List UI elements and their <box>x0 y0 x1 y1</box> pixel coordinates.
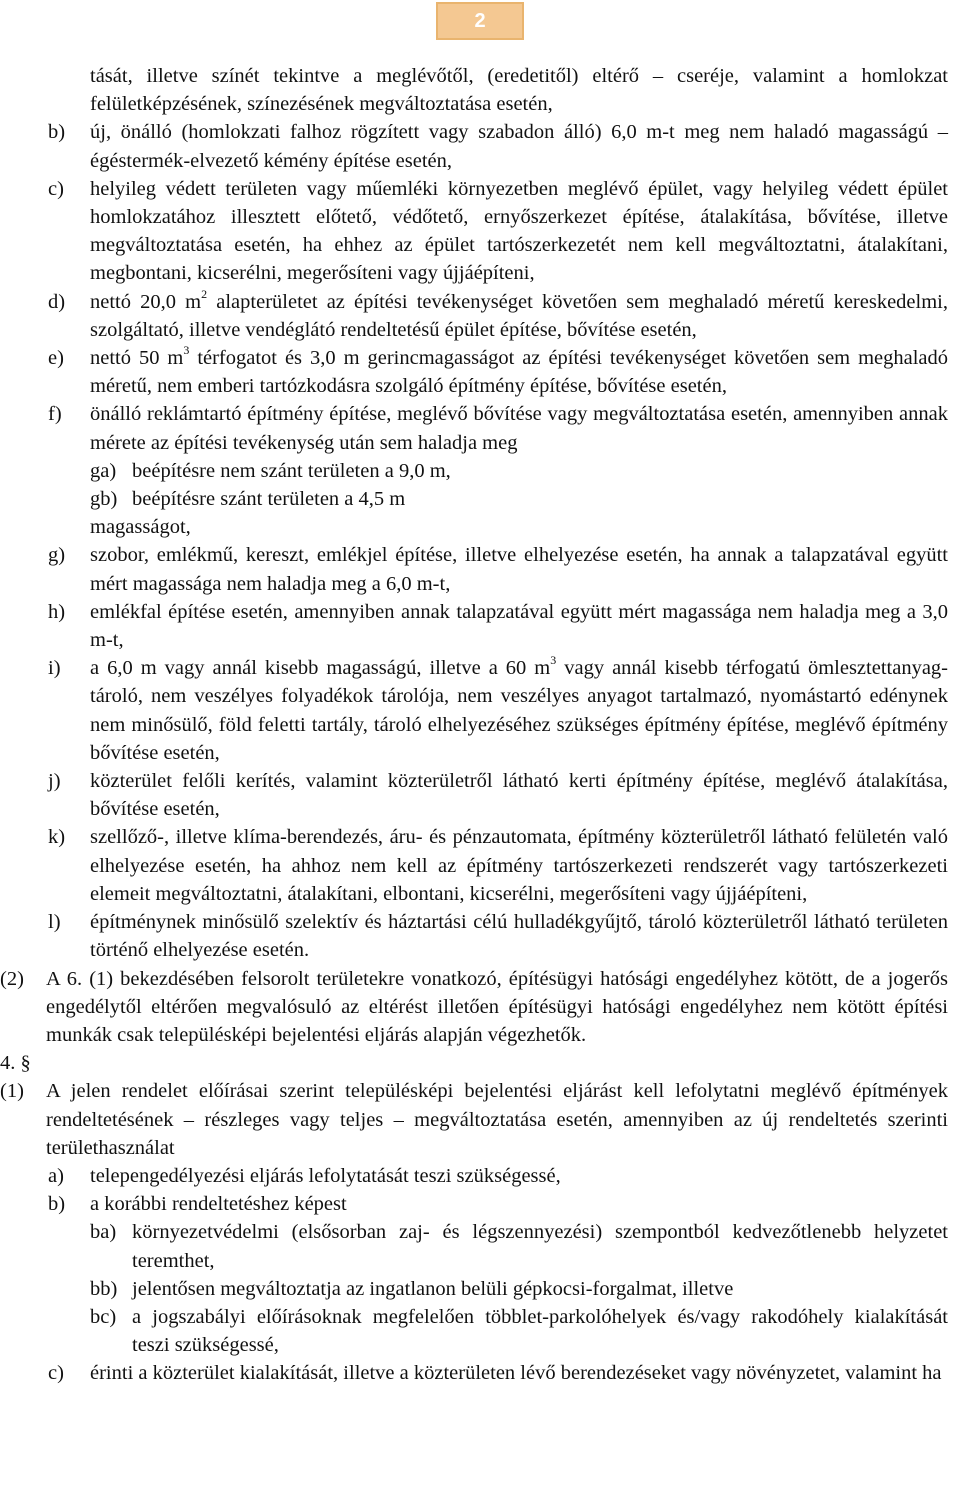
list-item <box>48 598 948 654</box>
list-item <box>90 1218 948 1274</box>
item-text: jelentősen megváltoztatja az ingatlanon belüli gépkocsi-forgalmat, illetve <box>132 1277 734 1300</box>
item-label: a) <box>48 1164 64 1187</box>
item-text-cont: alapterületet az építési tevékenységet követően sem meghaladó méretű kereskedelmi, szolgáltató, illetve vendéglátó rendeltetésű épület építése, bővítése esetén, <box>90 290 948 341</box>
item-text: A jelen rendelet előírásai szerint településképi bejelentési eljárást kell lefolytatni meglévő építmények rendeltetésének – részleges vagy teljes – megváltoztatása esetén, amennyiben az új rendeltetés szerinti területhasználat <box>46 1080 948 1159</box>
item-label: c) <box>48 1362 64 1385</box>
item-text: szellőző-, illetve klíma-berendezés, áru- és pénzautomata, építmény közterületről látható felületén való elhelyezése esetén, ha ahhoz nem kell az építmény tartószerkezeti rendszerét vagy tartószerkezeti elemeit megváltoztatni, átalakítani, elbontani, kicserélni, megerősíteni vagy újjáépíteni, <box>90 826 948 905</box>
item-label: ga) <box>90 459 117 482</box>
item-text: önálló reklámtartó építmény építése, meglévő bővítése vagy megváltoztatása esetén, amennyiben annak mérete az építési tevékenység után sem haladja meg <box>90 403 948 454</box>
item-label: i) <box>48 657 61 680</box>
paragraph <box>90 513 948 541</box>
item-label: d) <box>48 290 66 313</box>
item-text: tását, illetve színét tekintve a meglévőtől, (eredetitől) eltérő – cseréje, valamint a homlokzat felületképzésének, színezésének megváltoztatása esetén, <box>90 65 948 116</box>
list-item <box>48 653 948 767</box>
item-label: b) <box>48 121 66 144</box>
list-item <box>90 1275 948 1303</box>
list-item <box>48 175 948 288</box>
item-text: környezetvédelmi (elsősorban zaj- és légszennyezési) szempontból kedvezőtlenebb helyzetet teremthet, <box>132 1221 948 1272</box>
list-item <box>0 1077 948 1162</box>
item-label: bb) <box>90 1277 118 1300</box>
list-item <box>90 1303 948 1359</box>
item-text: közterület felőli kerítés, valamint közterületről látható kerti építmény építése, meglévő átalakítása, bővítése esetén, <box>90 770 948 821</box>
list-item <box>48 1190 948 1218</box>
item-label: (2) <box>0 967 24 990</box>
superscript: 3 <box>550 653 557 668</box>
item-label: ba) <box>90 1221 117 1244</box>
item-label: f) <box>48 403 62 426</box>
item-label: bc) <box>90 1305 117 1328</box>
item-text: magasságot, <box>90 516 191 539</box>
item-label: k) <box>48 826 66 849</box>
item-label: h) <box>48 600 66 623</box>
list-item <box>48 1359 948 1387</box>
item-label: (1) <box>0 1080 24 1103</box>
item-text: beépítésre szánt területen a 4,5 m <box>132 488 406 511</box>
item-text: helyileg védett területen vagy műemléki környezetben meglévő épület, vagy helyileg védett épület homlokzatához illesztett előtető, védőtető, ernyőszerkezet építése, átalakítása, bővítése, illetve megváltoztatása esetén, ha ehhez az épület tartószerkezetét nem kell megváltoztatni, átalakítani, megbontani, kicserélni, megerősíteni vagy újjáépíteni, <box>90 177 948 285</box>
item-text-cont: vagy annál kisebb térfogatú ömlesztettanyag-tároló, nem veszélyes folyadékok tárolója, nem veszélyes anyagot tartalmazó, nyomástartó edénynek nem minősülő, föld feletti tartály, tároló elhelyezéséhez szükséges építmény építése, meglévő építmény bővítése esetén, <box>90 657 948 764</box>
item-text: nettó 20,0 m <box>90 290 202 313</box>
item-text: szobor, emlékmű, kereszt, emlékjel építése, illetve elhelyezése esetén, ha annak a talapzatával együtt mért magassága nem haladja meg a 6,0 m-t, <box>90 544 948 595</box>
paragraph <box>90 62 948 118</box>
item-text: telepengedélyezési eljárás lefolytatását teszi szükségessé, <box>90 1164 561 1187</box>
section-heading <box>0 1049 960 1077</box>
superscript: 2 <box>201 286 208 301</box>
list-item <box>48 767 948 823</box>
item-text: nettó 50 m <box>90 347 184 370</box>
list-item <box>0 965 948 1050</box>
list-item <box>48 1162 948 1190</box>
item-text: 4. § <box>0 1052 31 1075</box>
item-text: új, önálló (homlokzati falhoz rögzített vagy szabadon álló) 6,0 m-t meg nem haladó magasságú – égéstermék-elvezető kémény építése esetén, <box>90 121 948 172</box>
item-label: e) <box>48 347 64 370</box>
item-text: a jogszabályi előírásoknak megfelelően többlet-parkolóhelyek és/vagy rakodóhely kialakítását teszi szükségessé, <box>132 1305 948 1357</box>
item-text: A 6. (1) bekezdésében felsorolt területekre vonatkozó, építésügyi hatósági engedélyhez kötött, de a jogerős engedélytől eltérően megvalósuló az eltérést illetően építésügyi hatósági engedélyhez nem kötött építési munkák csak településképi bejelentési eljárás alapján végezhetők. <box>46 967 948 1046</box>
item-label: j) <box>48 770 61 793</box>
list-item <box>90 485 948 513</box>
item-label: gb) <box>90 488 118 511</box>
item-label: c) <box>48 177 64 200</box>
list-item <box>48 541 948 597</box>
item-text: beépítésre nem szánt területen a 9,0 m, <box>132 459 451 482</box>
item-text: a korábbi rendeltetéshez képest <box>90 1193 347 1216</box>
list-item <box>90 457 948 485</box>
item-text: emlékfal építése esetén, amennyiben annak talapzatával együtt mért magassága nem haladja meg a 3,0 m-t, <box>90 600 948 652</box>
item-label: l) <box>48 911 61 934</box>
list-item <box>48 343 949 400</box>
item-text: érinti a közterület kialakítását, illetve a közterületen lévő berendezéseket vagy növényzetet, valamint ha <box>90 1362 942 1385</box>
item-text: építménynek minősülő szelektív és háztartási célú hulladékgyűjtő, tároló közterületről látható területen történő elhelyezése esetén. <box>90 911 948 962</box>
item-text: a 6,0 m vagy annál kisebb magasságú, illetve a 60 m <box>90 657 551 680</box>
list-item <box>48 908 948 964</box>
document-body <box>0 62 960 1388</box>
item-label: b) <box>48 1193 66 1216</box>
list-item <box>48 118 948 174</box>
superscript: 3 <box>183 343 190 358</box>
list-item <box>48 400 948 456</box>
list-item <box>48 823 948 908</box>
page-number-badge: 2 <box>436 2 524 40</box>
list-item <box>48 286 948 344</box>
item-text-cont: térfogatot és 3,0 m gerincmagasságot az építési tevékenységet követően sem meghaladó méretű, nem emberi tartózkodásra szolgáló építmény építése, bővítése esetén, <box>90 347 949 398</box>
item-label: g) <box>48 544 66 567</box>
